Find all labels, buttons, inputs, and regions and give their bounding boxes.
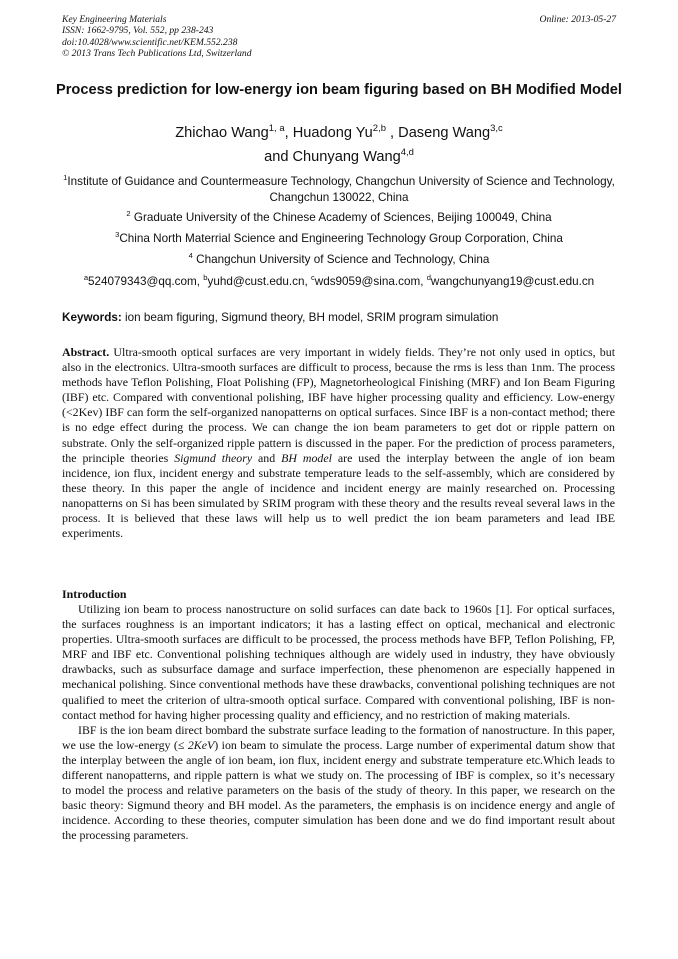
intro-paragraph-2 [62, 723, 615, 844]
affiliation-sup: 3 [115, 230, 120, 240]
intro-paragraph-1: Utilizing ion beam to process nanostructure on solid surfaces can date back to 1960s [1]. For optical surfaces, the surfaces roughness is an important indicators; it has a lasting effect on optical, mechanical and electronic properties. Ultra-smooth surfaces are difficult to be processed, the process methods have BFP, Teflon Polishing, FP, MRF and IBF etc. Conventional polishing techniques although are widely used in industry, they have obviously drawbacks, such as subsurface damage and surface imperfection, these phenomenon are especially happened in mechanical polishing. Since conventional methods have these drawbacks, conventional polishing techniques are not qualified to meet the criterion of ultra-smooth optical surface. Compared with conventional polishing, IBF is non-contact method for having higher processing quality and efficiency, and no restriction of making materials. [62, 602, 615, 722]
affiliation-3 [40, 231, 638, 247]
keywords [62, 311, 498, 324]
affiliation-2 [40, 210, 638, 226]
abstract-emphasis: Sigmund theory [174, 450, 253, 465]
author-name: Huadong Yu [292, 125, 373, 141]
affiliation-sup: 2 [126, 209, 131, 219]
abstract-text: Ultra-smooth optical surfaces are very important in widely fields. They’re not only used in optics, but also in the electronics. Ultra-smooth surfaces are difficult to process, because the rms is less than 1nm. The process methods have Teflon Polishing, Float Polishing (FP), Magnetorheological Finishing (MRF) and Ion Beam Figuring (IBF) etc. Compared with conventional polishing, IBF have higher processing quality and efficiency. Low-energy (<2Kev) IBF can form the self-organized nanopatterns on optical surfaces. Since IBF is a non-contact method; there is no edge effect during the process. We can change the ion beam parameters to get dot or ripple pattern on substrate. Only the self-organized ripple pattern is discussed in the paper. For the prediction of process parameters, the principle theories [62, 345, 615, 465]
author-name: Chunyang Wang [292, 149, 401, 165]
author-sup: 1, a [268, 123, 285, 135]
affiliation-1 [40, 174, 638, 205]
abstract-emphasis: BH model [281, 450, 332, 465]
copyright-line: © 2013 Trans Tech Publications Ltd, Switzerland [62, 48, 252, 60]
keywords-text: ion beam figuring, Sigmund theory, BH model, SRIM program simulation [125, 311, 499, 324]
intro-text: ) ion beam to simulate the process. Large number of experimental datum show that the interplay between the angle of ion beam, ion flux, incident energy and substrate temperature etc.Which leads to different nanopatterns, and ripple pattern is what we study on. The processing of IBF is complex, so it’s necessary to model the process and relative parameters on the basis of the study of theory. In this paper, we research on the basic theory: Sigmund theory and BH model. As the parameters, the emphasis is on incidence energy and angle of incidence. According to these theories, computer simulation has been done and we do find important result about the processing parameters. [62, 737, 616, 843]
email-sup: d [426, 273, 431, 283]
email[interactable]: wds9059@sina.com [314, 275, 421, 288]
affiliation-text: Changchun University of Science and Technology, China [196, 253, 490, 266]
online-date: Online: 2013-05-27 [539, 14, 616, 25]
journal-name: Key Engineering Materials [62, 14, 167, 25]
author-sup: 4,d [400, 147, 414, 159]
issn-line: ISSN: 1662-9795, Vol. 552, pp 238-243 [62, 25, 214, 37]
author-name: Daseng Wang [398, 125, 491, 141]
introduction-heading: Introduction [62, 587, 127, 601]
journal-header [62, 14, 252, 60]
email-line: $^a$524079343@qq.com, $^b$yuhd@cust.edu.cn, $^c$wds9059@sina.com, $^d$wangchunyang19@cust.edu.cn [83, 273, 595, 288]
abstract-label: Abstract. [62, 345, 110, 359]
email-sup: a [83, 273, 89, 283]
affiliation-text: Graduate University of the Chinese Academy of Sciences, Beijing 100049, China [133, 211, 552, 224]
email[interactable]: wangchunyang19@cust.edu.cn [430, 275, 595, 288]
email-sup: c [310, 273, 315, 283]
doi-line: doi:10.4028/www.scientific.net/KEM.552.238 [62, 36, 238, 48]
abstract [62, 345, 615, 541]
email-sup: b [203, 273, 208, 283]
abstract-text: are used the interplay between the angle of ion beam incidence, ion flux, incident energy and substrate temperature leads to the self-assembly, which are considered by these theory. In this paper the angle of incidence and incident energy are mainly researched on. Processing nanopatterns on Si has been simulated by SRIM program with these theory and the results reveal several laws in the process. It is believed that these laws will help us to well predict the ion beam parameters and lead IBE experiments. [62, 450, 615, 541]
author-list: Zhichao Wang$^{1, a}$, Huadong Yu$^{2,b}$ , Daseng Wang$^{3,c}$ and Chunyang Wang$^{4,d}$ [175, 123, 503, 165]
intro-math: ≤ 2KeV [177, 737, 215, 752]
author-name: Zhichao Wang [175, 125, 269, 141]
affiliation-text: Institute of Guidance and Countermeasure Technology, Changchun University of Science and Technology, Changchun 130022, China [67, 175, 615, 204]
keywords-label: Keywords: [62, 311, 122, 324]
affiliation-4 [40, 252, 638, 268]
intro-text: IBF is the ion beam direct bombard the substrate surface leading to the formation of nanostructure. In this paper, we use the low-energy ( [62, 722, 615, 752]
paper-title: Process prediction for low-energy ion beam figuring based on BH Modified Model [56, 82, 622, 98]
introduction-body [62, 602, 615, 844]
affiliation-sup: 4 [188, 251, 193, 261]
author-sup: 2,b [372, 123, 386, 135]
email[interactable]: 524079343@qq.com [88, 275, 197, 288]
email[interactable]: yuhd@cust.edu.cn [207, 275, 305, 288]
affiliation-text: China North Materrial Science and Engineering Technology Group Corporation, China [119, 232, 563, 245]
abstract-text: and [258, 450, 276, 465]
affiliation-sup: 1 [63, 173, 68, 183]
author-sup: 3,c [490, 123, 503, 135]
